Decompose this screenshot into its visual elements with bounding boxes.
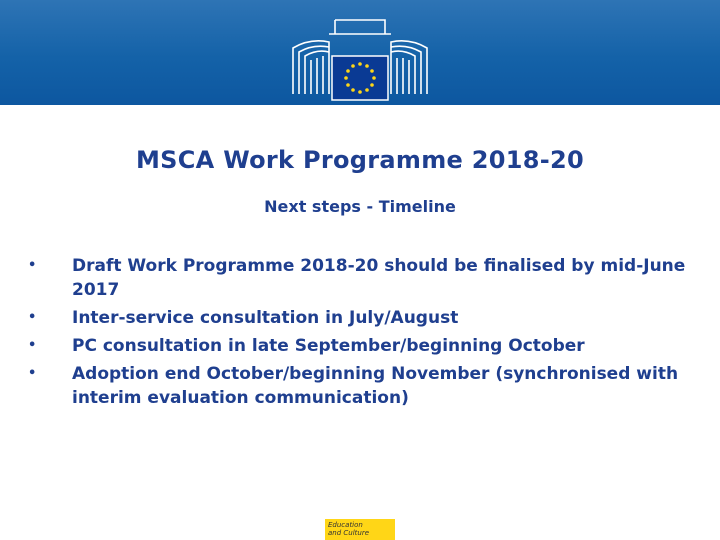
list-item [28, 254, 708, 302]
dg-education-culture-tag [325, 519, 395, 540]
bullet-list [28, 254, 708, 414]
bullet-text: PC consultation in late September/beginning October [72, 336, 585, 356]
bullet-icon: • [28, 366, 37, 381]
bullet-text: Inter-service consultation in July/August [72, 308, 459, 328]
european-commission-logo [285, 14, 435, 140]
list-item [28, 306, 708, 330]
bullet-icon: • [28, 258, 37, 273]
bullet-icon: • [28, 338, 37, 353]
dg-line-1: Education [328, 521, 363, 529]
bullet-icon: • [28, 310, 37, 325]
bullet-text: Adoption end October/beginning November (synchronised with interim evaluation communication) [72, 364, 679, 408]
slide-title: MSCA Work Programme 2018-20 [136, 146, 584, 174]
dg-line-2: and Culture [328, 529, 370, 537]
list-item [28, 334, 708, 358]
list-item [28, 362, 708, 410]
bullet-text: Draft Work Programme 2018-20 should be finalised by mid-June 2017 [72, 256, 686, 300]
slide-subtitle: Next steps - Timeline [264, 197, 456, 216]
